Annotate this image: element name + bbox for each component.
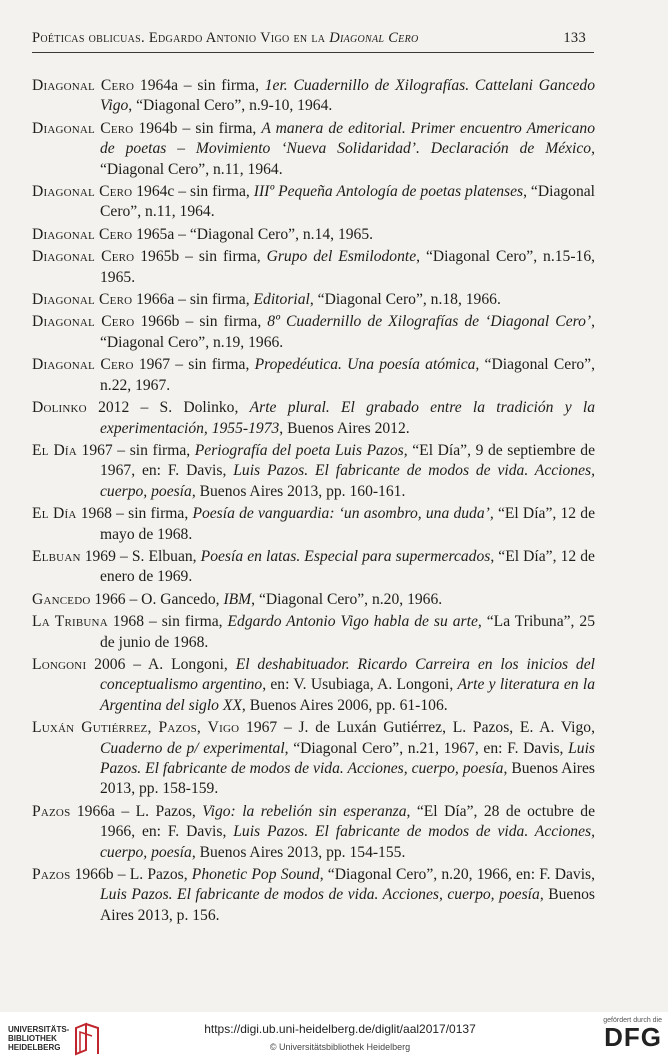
bibliography-entry <box>32 590 595 610</box>
copyright-text: © Universitätsbibliothek Heidelberg <box>269 1042 411 1052</box>
entry-title: Vigo: la rebelión sin esperanza <box>202 802 407 820</box>
entry-author: Dolinko <box>32 399 87 417</box>
bibliography-entry <box>32 718 595 800</box>
entry-text: 2012 – S. Dolinko, <box>86 399 250 417</box>
entry-author: Diagonal Cero <box>32 248 135 266</box>
entry-text: , en: V. Usubiaga, A. Longoni, <box>262 676 458 694</box>
entry-title: Edgardo Antonio Vigo habla de su arte <box>227 613 478 631</box>
entry-text: , Buenos Aires 2006, pp. 61-106. <box>241 696 448 714</box>
entry-text: 1965b – sin firma, <box>134 248 267 266</box>
entry-title: Grupo del Esmilodonte <box>266 248 417 266</box>
entry-title: Periografía del poeta Luis Pazos, <box>194 441 408 459</box>
dfg-wordmark: DFG <box>604 1022 662 1052</box>
entry-title: Poesía de vanguardia: ‘un asombro, una duda’, <box>192 505 494 523</box>
entry-text: 1967 – J. de Luxán Gutiérrez, L. Pazos, E. A. Vigo, <box>239 719 596 737</box>
bibliography-entry <box>32 247 595 288</box>
library-name-2: BIBLIOTHEK <box>8 1034 57 1043</box>
entry-title: Editorial <box>253 291 310 309</box>
entry-text: , “Diagonal Cero”, n.20, 1966. <box>251 590 443 608</box>
entry-text: 1969 – S. Elbuan, <box>80 547 201 565</box>
entry-text: , “La Tribuna”, 25 de junio de 1968. <box>100 613 595 651</box>
entry-author: Elbuan <box>32 547 81 565</box>
entry-text: , “Diagonal Cero”, n.11, 1964. <box>100 140 595 178</box>
bibliography-entry <box>32 441 595 502</box>
bibliography-entry <box>32 655 595 716</box>
running-head-italic: Diagonal Cero <box>329 30 419 46</box>
bibliography-entry <box>32 76 595 117</box>
entry-title: IBM <box>223 590 252 608</box>
entry-title: Phonetic Pop Sound <box>191 866 320 884</box>
entry-text: 1967 – sin firma, <box>133 356 255 374</box>
entry-author: Luxán Gutiérrez, Pazos, Vigo <box>32 719 240 737</box>
entry-text: 2006 – A. Longoni, <box>86 655 236 673</box>
entry-author: Diagonal Cero <box>32 291 133 309</box>
library-name-3: HEIDELBERG <box>8 1043 61 1052</box>
entry-title: Luis Pazos. El fabricante de modos de vida. Acciones, cuerpo, poesía <box>100 739 595 777</box>
entry-title: 8º Cuadernillo de Xilografías de ‘Diagonal Cero’ <box>267 313 592 331</box>
running-head <box>32 30 419 47</box>
bibliography-list <box>32 76 595 928</box>
entry-text: 1964b – sin firma, <box>133 119 262 137</box>
bibliography-entry <box>32 865 595 926</box>
page-number: 133 <box>563 30 586 46</box>
entry-text: , “El Día”, 12 de enero de 1969. <box>100 547 595 586</box>
funding-text: gefördert durch die <box>603 1017 662 1024</box>
entry-title: El deshabituador. Ricardo Carreira en los inicios del conceptualismo argentino <box>100 655 595 694</box>
entry-author: El Día <box>32 505 77 523</box>
bibliography-entry <box>32 119 595 180</box>
entry-author: Diagonal Cero <box>32 313 135 331</box>
entry-text: 1966a – sin firma, <box>132 291 254 309</box>
entry-author: Pazos <box>32 866 71 884</box>
footer-bar <box>0 1012 668 1059</box>
entry-author: Longoni <box>32 655 87 673</box>
entry-author: Diagonal Cero <box>32 119 134 137</box>
entry-text: 1964a – sin firma, <box>134 77 265 94</box>
entry-text: , “Diagonal Cero”, n.9-10, 1964. <box>128 97 333 115</box>
entry-title: Luis Pazos. El fabricante de modos de vida. Acciones, cuerpo, poesía <box>100 823 595 861</box>
entry-text: , “Diagonal Cero”, n.21, 1967, en: F. Davis, <box>284 739 569 757</box>
entry-text: 1968 – sin firma, <box>107 613 228 631</box>
library-logo <box>8 1022 148 1056</box>
entry-title: Arte plural. El grabado entre la tradición y la experimentación, 1955-1973 <box>100 399 595 437</box>
bibliography-entry <box>32 355 595 396</box>
entry-author: Diagonal Cero <box>32 183 133 201</box>
dfg-logo <box>590 1017 662 1050</box>
entry-text: , “Diagonal Cero”, n.20, 1966, en: F. Davis, <box>319 866 595 884</box>
entry-text: , Buenos Aires 2013, p. 156. <box>100 886 596 924</box>
entry-title: A manera de editorial. Primer encuentro Americano de poetas – Movimiento ‘Nueva Solidaridad’. Declaración de México <box>100 119 595 158</box>
running-head-text: Poéticas oblicuas. Edgardo Antonio Vigo en la <box>32 30 330 46</box>
entry-author: Diagonal Cero <box>32 77 135 94</box>
bibliography-entry <box>32 504 595 545</box>
entry-title: Luis Pazos. El fabricante de modos de vida. Acciones, cuerpo, poesía <box>100 886 540 904</box>
bibliography-entry <box>32 182 595 223</box>
entry-text: , Buenos Aires 2012. <box>279 419 410 437</box>
entry-text: “Diagonal Cero”, n.22, 1967. <box>100 356 595 394</box>
entry-author: Diagonal Cero <box>32 356 134 374</box>
entry-author: El Día <box>32 441 77 459</box>
entry-text: , “Diagonal Cero”, n.15-16, 1965. <box>100 248 596 286</box>
entry-text: , Buenos Aires 2013, pp. 154-155. <box>191 843 406 861</box>
bibliography-entry <box>32 547 595 588</box>
entry-text: “El Día”, 9 de septiembre de 1967, en: F. Davis, <box>100 441 596 480</box>
entry-text: , Buenos Aires 2013, pp. 158-159. <box>100 760 595 798</box>
bibliography-entry <box>32 312 595 353</box>
entry-text: 1965a – “Diagonal Cero”, n.14, 1965. <box>132 225 374 243</box>
entry-author: Diagonal Cero <box>32 225 133 243</box>
entry-title: IIIº Pequeña Antología de poetas platenses <box>253 183 524 201</box>
bibliography-entry <box>32 612 595 653</box>
running-header <box>32 30 594 53</box>
bibliography-entry <box>32 802 595 863</box>
bibliography-entry <box>32 290 595 310</box>
entry-text: 1966b – L. Pazos, <box>70 866 192 884</box>
entry-text: , “Diagonal Cero”, n.19, 1966. <box>100 313 596 351</box>
entry-text: “El Día”, 12 de mayo de 1968. <box>100 505 595 543</box>
entry-title: 1er. Cuadernillo de Xilografías. Cattelani Gancedo Vigo <box>100 77 596 115</box>
entry-title: Propedéutica. Una poesía atómica, <box>254 356 480 374</box>
entry-title: Cuaderno de p/ experimental <box>100 739 285 757</box>
bibliography-entry <box>32 398 595 439</box>
entry-text: 1966b – sin firma, <box>134 313 268 331</box>
source-url-link[interactable]: https://digi.ub.uni-heidelberg.de/diglit/aal2017/0137 <box>204 1022 476 1036</box>
entry-text: , “Diagonal Cero”, n.11, 1964. <box>100 183 596 221</box>
entry-author: Gancedo <box>32 590 91 608</box>
entry-text: , “El Día”, 28 de octubre de 1966, en: F. Davis, <box>100 802 595 841</box>
entry-author: La Tribuna <box>32 613 108 631</box>
entry-text: , Buenos Aires 2013, pp. 160-161. <box>191 482 406 500</box>
entry-title: Arte y literatura en la Argentina del siglo XX <box>100 676 595 714</box>
entry-title: Poesía en latas. Especial para supermercados <box>200 547 491 565</box>
entry-text: 1966 – O. Gancedo, <box>90 590 224 608</box>
entry-text: , “Diagonal Cero”, n.18, 1966. <box>309 291 501 309</box>
entry-title: Luis Pazos. El fabricante de modos de vida. Acciones, cuerpo, poesía <box>100 462 595 500</box>
bibliography-entry <box>32 225 595 245</box>
library-emblem-icon <box>72 1022 102 1056</box>
entry-text: 1966a – L. Pazos, <box>70 802 203 820</box>
entry-text: 1967 – sin firma, <box>76 441 195 459</box>
entry-text: 1964c – sin firma, <box>132 183 254 201</box>
entry-author: Pazos <box>32 802 71 820</box>
entry-text: 1968 – sin firma, <box>76 505 193 523</box>
library-name-1: UNIVERSITÄTS- <box>8 1025 70 1034</box>
